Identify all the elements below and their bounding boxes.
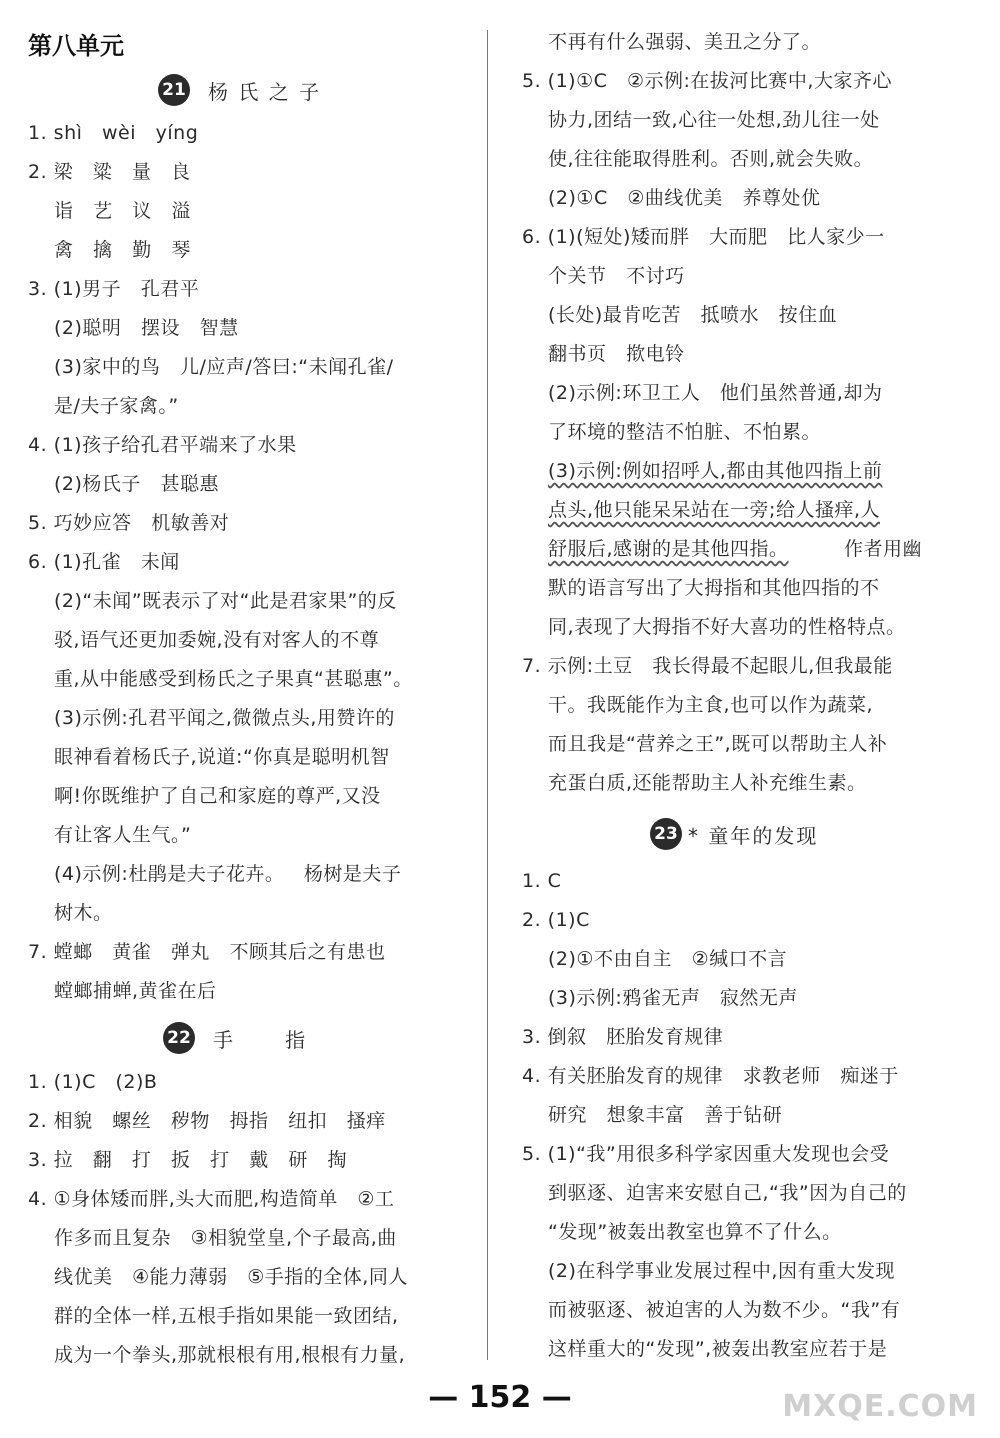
answer-line: 驳,语气还更加委婉,没有对客人的不尊 [54,629,380,651]
answer-line: (长处)最肯吃苦 抵喷水 按住血 [548,304,838,326]
answer-line: 1. shì wèi yíng [28,122,199,144]
lesson-21-heading [158,74,321,106]
answer-line: 使,往往能取得胜利。否则,就会失败。 [548,148,874,170]
answer-line: (3)示例:鸦雀无声 寂然无声 [548,987,798,1009]
answer-line: 禽 擒 勤 琴 [54,239,191,261]
answer-line: 7. 示例:土豆 我长得最不起眼儿,但我最能 [522,655,893,677]
answer-line: 作多而且复杂 ③相貌堂皇,个子最高,曲 [54,1227,397,1249]
answer-line: 默的语言写出了大拇指和其他四指的不 [548,577,880,599]
answer-line: 螳螂捕蝉,黄雀在后 [54,980,217,1002]
answer-line: (2)在科学事业发展过程中,因有重大发现 [548,1260,895,1282]
answer-line: 有让客人生气。” [54,824,192,846]
answer-line: (2)杨氏子 甚聪惠 [54,473,220,495]
answer-line: 4. (1)孩子给孔君平端来了水果 [28,434,297,456]
answer-line: 5. (1)①C ②示例:在拔河比赛中,大家齐心 [522,70,892,92]
lesson-21-title: 杨 氏 之 子 [208,79,322,104]
lesson-21-number-badge: 21 [158,74,190,106]
page-number: — 152 — [428,1380,572,1415]
answer-line: 是/夫子家禽。” [54,395,179,417]
answer-line: (3)家中的鸟 儿/应声/答曰:“未闻孔雀/ [54,356,394,378]
answer-line: (3)示例:孔君平闻之,微微点头,用赞许的 [54,707,395,729]
answer-line: 不再有什么强弱、美丑之分了。 [548,31,822,53]
answer-line: (2)示例:环卫工人 他们虽然普通,却为 [548,382,883,404]
answer-line: 成为一个拳头,那就根根有用,根根有力量, [54,1344,406,1366]
answer-line: 啊!你既维护了自己和家庭的尊严,又没 [54,785,381,807]
answer-line: 而被驱逐、被迫害的人为数不少。“我”有 [548,1299,901,1321]
unit-title: 第八单元 [28,32,124,60]
answer-line: 这样重大的“发现”,被轰出教室应若于是 [548,1338,888,1360]
lesson-23-title: * 童年的发现 [688,823,819,848]
answer-line: 充蛋白质,还能帮助主人补充维生素。 [548,772,867,794]
answer-line: 线优美 ④能力薄弱 ⑤手指的全体,同人 [54,1266,408,1288]
answer-line: 翻书页 揿电铃 [548,343,685,365]
answer-line: (2)“未闻”既表示了对“此是君家果”的反 [54,590,397,612]
answer-line: 群的全体一样,五根手指如果能一致团结, [54,1305,399,1327]
lesson-22-title: 手 指 [213,1027,308,1052]
answer-line: 7. 螳螂 黄雀 弹丸 不顾其后之有患也 [28,941,386,963]
answer-line: 重,从中能感受到杨氏之子果真“甚聪惠”。 [54,668,413,690]
lesson-23-number-badge: 23 [650,818,682,850]
answer-line: (2)①不由自主 ②缄口不言 [548,948,788,970]
answer-line: (2)①C ②曲线优美 养尊处优 [548,187,821,209]
answer-line: 5. (1)“我”用很多科学家因重大发现也会受 [522,1143,890,1165]
answer-line: 2. (1)C [522,909,590,931]
answer-line: 1. C [522,870,562,892]
watermark: MXQE.COM [782,1389,978,1424]
answer-line: 同,表现了大拇指不好大喜功的性格特点。 [548,616,906,638]
answer-line: 5. 巧妙应答 机敏善对 [28,512,230,534]
answer-line: 3. 倒叙 胚胎发育规律 [522,1026,724,1048]
answer-line: 6. (1)(短处)矮而胖 大而肥 比人家少一 [522,226,885,248]
answer-line: 1. (1)C (2)B [28,1071,158,1093]
answer-line: 6. (1)孔雀 未闻 [28,551,180,573]
answer-line: 4. 有关胚胎发育的规律 求教老师 痴迷于 [522,1065,899,1087]
answer-line: 诣 艺 议 溢 [54,200,191,222]
answer-line: 3. 拉 翻 打 扳 打 戴 研 掏 [28,1149,347,1171]
answer-line: (2)聪明 摆设 智慧 [54,317,239,339]
lesson-22-number-badge: 22 [163,1022,195,1054]
answer-line-underlined: (3)示例:例如招呼人,都由其他四指上前 [548,460,883,482]
column-divider [487,30,488,1360]
answer-line: (4)示例:杜鹃是夫子花卉。 杨树是夫子 [54,863,402,885]
answer-line: 个关节 不讨巧 [548,265,685,287]
answer-line: “发现”被轰出教室也算不了什么。 [548,1221,842,1243]
answer-line: 而且我是“营养之王”,既可以帮助主人补 [548,733,888,755]
answer-line: 4. ①身体矮而胖,头大而肥,构造简单 ②工 [28,1188,395,1210]
answer-line: 干。我既能作为主食,也可以作为蔬菜, [548,694,874,716]
answer-line: 3. (1)男子 孔君平 [28,278,200,300]
answer-line: 研究 想象丰富 善于钻研 [548,1104,783,1126]
answer-line: 协力,团结一致,心往一处想,劲儿往一处 [548,109,880,131]
answer-line: 树木。 [54,902,113,924]
lesson-22-heading [163,1022,307,1054]
answer-line: 作者用幽 [844,538,923,560]
answer-line-underlined: 点头,他只能呆呆站在一旁;给人搔痒,人 [548,499,880,521]
answer-line: 到驱逐、迫害来安慰自己,“我”因为自己的 [548,1182,907,1204]
lesson-23-heading [650,818,818,850]
answer-line: 2. 相貌 螺丝 秽物 拇指 纽扣 搔痒 [28,1110,386,1132]
answer-line: 2. 梁 粱 量 良 [28,161,191,183]
answer-line: 了环境的整洁不怕脏、不怕累。 [548,421,822,443]
answer-line: 眼神看着杨氏子,说道:“你真是聪明机智 [54,746,390,768]
answer-line-underlined: 舒服后,感谢的是其他四指。 [548,538,789,560]
